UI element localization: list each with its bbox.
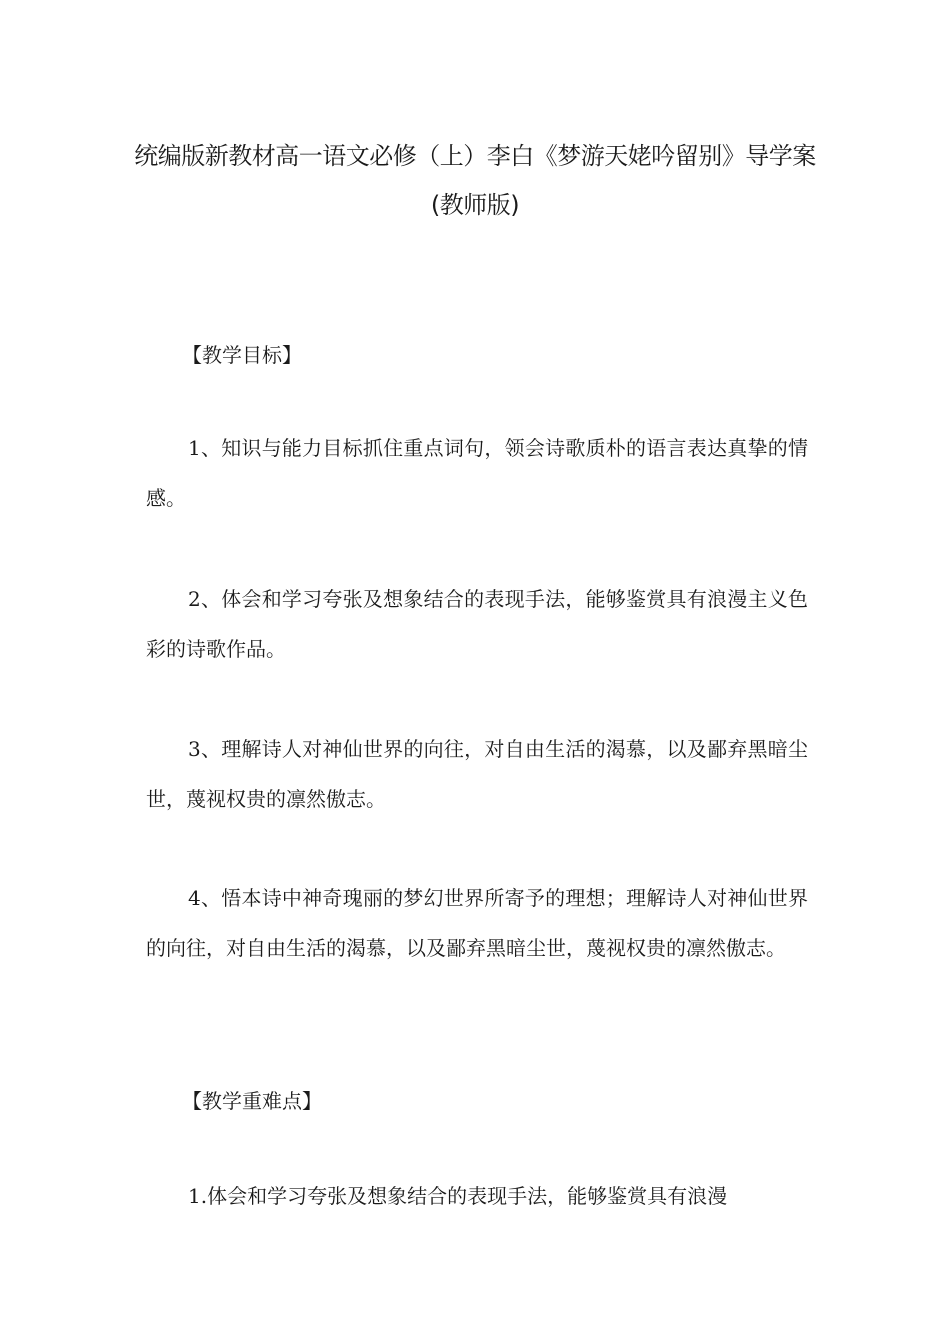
section-heading-teaching-goals: 【教学目标】	[182, 343, 302, 367]
goal-paragraph-1: 1、知识与能力目标抓住重点词句，领会诗歌质朴的语言表达真挚的情感。	[146, 436, 808, 510]
document-title: 统编版新教材高一语文必修（上）李白《梦游天姥吟留别》导学案	[134, 142, 816, 170]
section-heading-key-difficulties: 【教学重难点】	[182, 1089, 322, 1113]
document-subtitle: (教师版)	[430, 191, 520, 219]
goal-paragraph-2: 2、体会和学习夸张及想象结合的表现手法，能够鉴赏具有浪漫主义色彩的诗歌作品。	[146, 587, 808, 661]
difficulty-paragraph-1: 1.体会和学习夸张及想象结合的表现手法，能够鉴赏具有浪漫	[188, 1184, 728, 1208]
goal-paragraph-4: 4、悟本诗中神奇瑰丽的梦幻世界所寄予的理想；理解诗人对神仙世界的向往，对自由生活的渴慕，以及鄙弃黑暗尘世，蔑视权贵的凛然傲志。	[146, 886, 808, 960]
goal-paragraph-3: 3、理解诗人对神仙世界的向往，对自由生活的渴慕，以及鄙弃黑暗尘世，蔑视权贵的凛然傲志。	[146, 737, 808, 811]
